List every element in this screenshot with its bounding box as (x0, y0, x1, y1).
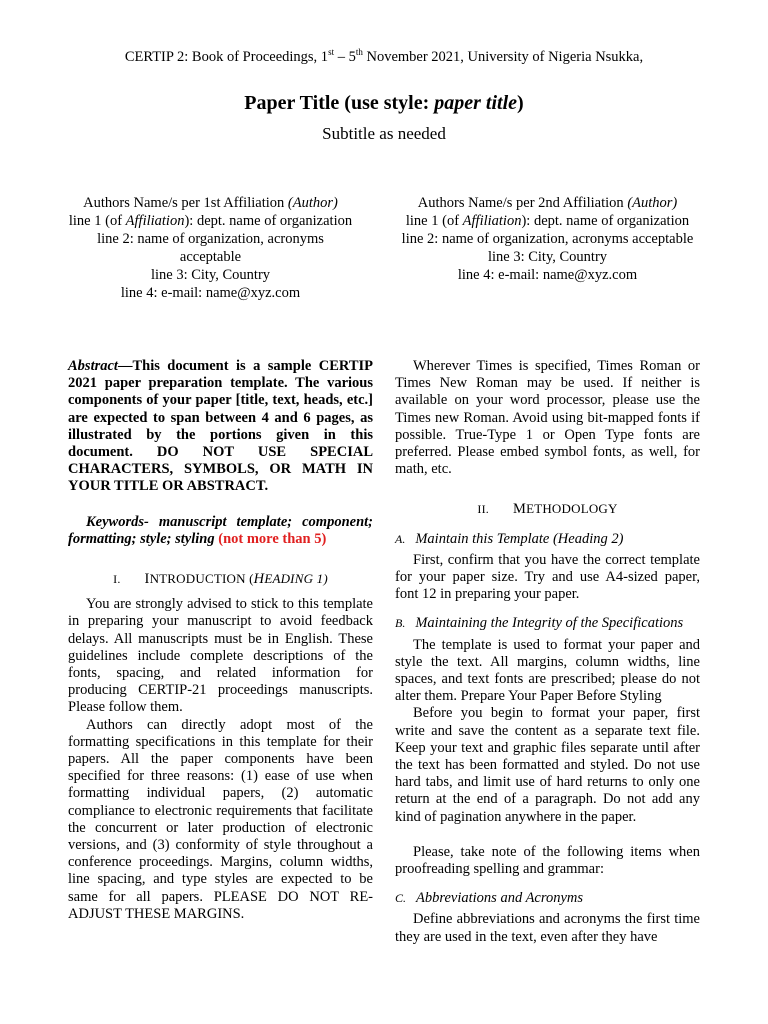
author-block-1 (68, 194, 353, 302)
author-line-2: line 2: name of organization, acronyms acceptable (97, 231, 324, 265)
heading-cap-2: H (253, 571, 265, 588)
author-line-3: line 3: City, Country (487, 249, 608, 265)
author-name-line (395, 194, 700, 212)
left-column (68, 358, 373, 923)
subheading-c (395, 890, 700, 907)
author-name: Authors Name/s per 2nd Affiliation (417, 195, 628, 211)
subheading-title: Maintain this Template (Heading 2) (415, 530, 624, 547)
author-line-4: line 4: e-mail: name@xyz.com (457, 267, 638, 283)
header-sup-th: th (355, 47, 363, 57)
heading-cap: M (512, 501, 527, 518)
author-line-1 (395, 212, 700, 230)
section-number: II. (477, 502, 489, 517)
fonts-paragraph: Wherever Times is specified, Times Roman or Times New Roman may be used. If neither is available on your word processor, please use the Times new Roman. Avoid using bit-mapped fonts if possible. True-Type 1 or Open Type fonts are preferred. Please embed symbol fonts, as well, for math, etc. (395, 358, 700, 478)
section-number: I. (113, 572, 121, 587)
subheading-b (395, 615, 700, 632)
author-line-1-suffix: ): dept. name of organization (521, 213, 690, 229)
intro-paragraph-1: You are strongly advised to stick to this template in preparing your manuscript to avoid feedback delays. All manuscripts must be in English. These guidelines include complete descriptions of the fonts, spacing, and related information for producing CERTIP-21 proceedings manuscripts. Please follow them. (68, 596, 373, 716)
subheading-title: Maintaining the Integrity of the Specifications (415, 615, 684, 632)
section-heading-methodology (395, 500, 700, 518)
author-role: (Author) (627, 195, 678, 211)
author-line-1-prefix: line 1 (of (68, 213, 126, 229)
author-line-2: line 2: name of organization, acronyms acceptable (401, 231, 694, 247)
heading-cap: I (144, 571, 150, 588)
heading-rest: ETHODOLOGY (526, 501, 618, 517)
running-header (0, 47, 768, 66)
heading-rest-2: EADING 1) (264, 571, 328, 587)
author-name-line (68, 194, 353, 212)
title-italic: paper title (434, 92, 518, 114)
abstract-text: —This document is a sample CERTIP 2021 paper preparation template. The various components of your paper [title, text, heads, etc.] are expected to span between 4 and 6 pages, as illustrated by the portions given in this document. DO NOT USE SPECIAL CHARACTERS, SYMBOLS, OR MATH IN YOUR TITLE OR ABSTRACT. (68, 358, 373, 495)
subB-paragraph-2: Before you begin to format your paper, first write and save the content as a separate text file. Keep your text and graphic files separate until after the text has been formatted and styled. Do not use hard tabs, and limit use of hard returns to only one return at the end of a paragraph. Do not add any kind of pagination anywhere in the paper. (395, 705, 700, 825)
author-line-1 (68, 212, 353, 230)
keywords-text: Keywords- manuscript template; component; formatting; style; styling (68, 513, 373, 547)
title-close: ) (517, 92, 524, 114)
subheading-letter: A. (395, 531, 406, 546)
subB-paragraph-3: Please, take note of the following items when proofreading spelling and grammar: (395, 843, 700, 878)
subheading-a (395, 531, 700, 548)
author-role: (Author) (287, 195, 338, 211)
author-line-4: line 4: e-mail: name@xyz.com (120, 285, 301, 301)
paper-title (0, 92, 768, 115)
paragraph-gap (395, 826, 700, 844)
keywords-note: (not more than 5) (218, 530, 327, 547)
abstract (68, 358, 373, 496)
title-main: Paper Title (use style: (244, 92, 435, 114)
author-name: Authors Name/s per 1st Affiliation (83, 195, 288, 211)
keywords (68, 514, 373, 548)
header-prefix: CERTIP 2: Book of Proceedings, 1 (124, 48, 329, 65)
heading-rest: NTRODUCTION ( (149, 571, 254, 587)
subB-paragraph-1: The template is used to format your paper and style the text. All margins, column widths, line spaces, and text fonts are prescribed; please do not alter them. Prepare Your Paper Before Styling (395, 636, 700, 705)
author-line-1-italic: Affiliation (462, 213, 522, 229)
intro-paragraph-2: Authors can directly adopt most of the formatting specifications in this template for their papers. All the paper components have been specified for three reasons: (1) ease of use when formatting individual papers, (2) automatic compliance to electronic requirements that facilitate the concurrent or later production of electronic versions, and (3) conformity of style throughout a conference proceedings. Margins, column widths, line spacing, and type styles are expected to be same for all papers. PLEASE DO NOT RE-ADJUST THESE MARGINS. (68, 716, 373, 922)
subA-paragraph-1: First, confirm that you have the correct template for your paper size. Try and use A4-sized paper, font 12 in preparing your paper. (395, 551, 700, 603)
section-heading-introduction (68, 570, 373, 588)
header-sup-st: st (328, 47, 335, 57)
header-suffix: November 2021, University of Nigeria Nsukka, (362, 48, 644, 65)
author-block-2 (395, 194, 700, 284)
abstract-lead: Abstract (68, 358, 118, 374)
subC-paragraph-1: Define abbreviations and acronyms the first time they are used in the text, even after they have (395, 911, 700, 945)
right-column (395, 358, 700, 946)
header-dash: – 5 (334, 48, 356, 65)
subheading-letter: B. (395, 616, 406, 631)
subheading-letter: C. (395, 891, 407, 906)
author-line-1-italic: Affiliation (125, 213, 185, 229)
author-line-1-suffix: ): dept. name of organization (184, 213, 353, 229)
subheading-title: Abbreviations and Acronyms (416, 890, 584, 907)
author-line-3: line 3: City, Country (150, 267, 271, 283)
paper-subtitle: Subtitle as needed (322, 124, 446, 143)
author-line-1-prefix: line 1 (of (405, 213, 463, 229)
